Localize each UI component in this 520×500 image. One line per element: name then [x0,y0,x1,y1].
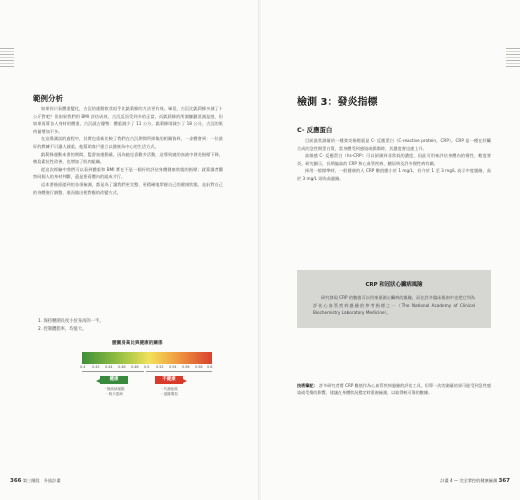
callout-text: 研究發現 CRP 的數值可以用來預測心臟病的風險，而在許多臨床指南中也把它列為評估心血管疾病風險的參考指標之一（The National Academy of Clinical Biochemistry Laboratory Medicine）。 [313,295,475,316]
running-head: 計畫 4 — 完全掌控的健康檢測 [440,478,498,483]
note-line: ・無疾病風險 [103,387,125,391]
tick-label: 0.4 [80,365,86,369]
paragraph: 凱莉蜂運動本書的期間，監督加運動量，因為她也喜歡多活動，這導致她的血液中發炎指標下降，胰島素抗性改善，也增加了肌肉組織。 [33,151,223,165]
tick-label: 0.5 [144,365,150,369]
sub-heading: C- 反應蛋白 [297,126,333,134]
right-body-text [297,137,491,183]
paragraph: 從這次經驗中我們可以看到體重和 BMI 實在不是一個好的評估身體健康狀態的指標；就算讀者觀察同個人的身材判斷，還是要看體內的組成才行。 [33,166,223,180]
note-line: ・較少患病 [105,392,123,396]
left-page [0,0,259,500]
tick-label: 0.54 [169,365,177,369]
healthy-range-line [82,371,144,372]
tech-note-text: 許多研究者將 CRP 數值作為心血管疾病風險的評估工具，但單一次的測量結果可能受到急性感染或受傷的影響，建議在身體狀況穩定時重複檢測，以取得較可靠的數據。 [297,383,491,395]
unhealthy-range-line [146,371,212,372]
page-edge-lines [506,48,520,69]
unhealthy-tag: 不健康 [155,376,183,384]
gradient-scale-bar [82,352,212,364]
paragraph: 高敏感 C- 反應蛋白（hs-CRP）可以偵測到非常低的濃度，因此可用來評估身體內的慢性、輕度發炎。研究顯示，長期偏高的 CRP 和心血管疾病、糖尿病及許多慢性病有關。 [297,153,491,166]
tech-note [297,382,491,396]
right-page [261,0,520,500]
callout-title: CRP 和冠狀心臟病風險 [365,282,423,288]
paragraph: 在這場測試的過程中，其實也重新比較了我們在古沉期間所採集的相關資料，一步體會到：一位最好的教練不只讓人減重，他幫助客戶建立以健康為中心的生活方式。 [33,136,223,149]
page-edge-lines [0,48,14,69]
advice-list [38,318,104,334]
list-item: 1. 保持腰圍長度小於身高的一半。 [38,319,104,324]
right-footer [440,478,510,484]
section-heading: 範例分析 [33,94,63,103]
chapter-title: 檢測 3：發炎指標 [297,97,378,108]
unhealthy-notes [153,387,185,397]
healthy-tag: 健康 [100,376,128,384]
paragraph: 如果你只看體重變化，古沉的運動飲食似乎比凱莉蜂的方法更有效。畢竟，古沉比凱莉蜂多減了十公斤對吧？但如果我們用 BMI 評估成效，古沉反而受到多的正當，而凱莉蜂的所測腳劃消減是遊，但如果再算各人身材的體重，古沉就占優勢：體重減少了 11 公分，凱莉蜂則減少了 18 公分，古沉的肌肉量增加不多。 [33,106,223,134]
right-arrow-icon [183,379,187,383]
running-head: 第三階段 升級計畫 [22,478,61,483]
tech-note-label: 技術筆記： [297,383,318,388]
paragraph: 採用一般標準時，一般健康的人 CRP 數值應小於 1 mg/L，若介於 1 至 3 mg/L 表示中度風險，高於 3 mg/L 則為高風險。 [297,168,491,181]
tick-label: 0.46 [118,365,126,369]
paragraph: 這本書後面提到的各項檢測，都是為了讓我們更完整、更精確地掌握自己的健康狀態，並針對自己的身體進行調整，進而做出相對應的改變方式。 [33,181,223,195]
page-number: 366 [10,478,22,484]
tick-label: 0.56 [182,365,190,369]
tick-label: 0.44 [105,365,113,369]
tick-label: 0.6 [207,365,213,369]
paragraph: 目前最常測量的一種發炎指標就是 C- 反應蛋白（C-reactive protein，CRP）。CRP 是一種在肝臟合成的急性期蛋白質，當身體受到感染或損傷時，其濃度會迅速上升。 [297,138,491,151]
page-number: 367 [498,478,510,484]
note-line: ・代謝症候 [160,387,178,391]
tick-label: 0.58 [195,365,203,369]
note-line: ・風險增加 [160,392,178,396]
chart-title: 腰圍身高比與健康的關係 [112,341,163,346]
tick-label: 0.52 [156,365,164,369]
left-body-text [33,105,223,196]
left-footer [10,478,61,484]
list-item: 2. 控制體脂率，均值大。 [38,327,87,332]
tick-label: 0.42 [92,365,100,369]
crp-callout-box [297,270,491,328]
healthy-notes [98,387,130,397]
tick-label: 0.48 [131,365,139,369]
